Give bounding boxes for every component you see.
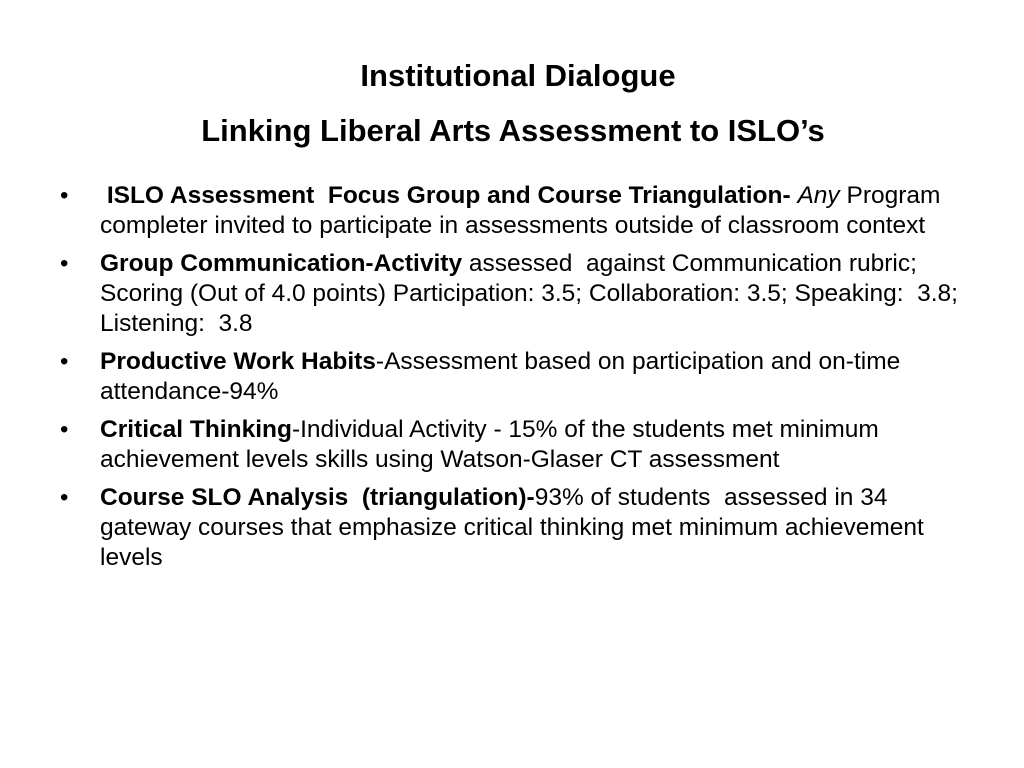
bullet-list: [60, 181, 980, 581]
bullet-text: Program completer invited to participate in assessments outside of classroom context: [100, 182, 941, 239]
bullet-item-productive-work-habits: [60, 347, 980, 407]
bullet-text: 93% of students assessed in 34 gateway courses that emphasize critical thinking met minimum achievement levels: [100, 484, 931, 571]
bullet-icon: •: [60, 182, 69, 209]
bullet-emphasis: Any: [797, 182, 840, 209]
bullet-heading: Course SLO Analysis (triangulation)-: [100, 484, 535, 511]
bullet-heading: Group Communication-Activity: [100, 250, 463, 277]
bullet-item-group-communication: [60, 249, 980, 339]
bullet-text: assessed against Communication rubric; Scoring (Out of 4.0 points) Participation: 3.5; Collaboration: 3.5; Speaking: 3.8; Listening: 3.8: [100, 250, 965, 337]
bullet-icon: •: [60, 484, 69, 511]
bullet-icon: •: [60, 250, 69, 277]
bullet-icon: •: [60, 416, 69, 443]
bullet-text: -Assessment based on participation and on-time attendance-94%: [100, 348, 901, 405]
bullet-heading: ISLO Assessment Focus Group and Course Triangulation-: [100, 182, 798, 209]
slide-title-line-1: Institutional Dialogue: [360, 58, 676, 93]
bullet-item-critical-thinking: [60, 415, 980, 475]
bullet-item-course-slo-analysis: [60, 483, 980, 573]
bullet-text: -Individual Activity - 15% of the students met minimum achievement levels skills using Watson-Glaser CT assessment: [100, 416, 879, 473]
bullet-heading: Critical Thinking: [100, 416, 292, 443]
slide-title-line-2: Linking Liberal Arts Assessment to ISLO’s: [201, 113, 825, 148]
bullet-heading: Productive Work Habits: [100, 348, 376, 375]
bullet-icon: •: [60, 348, 69, 375]
bullet-item-islo-assessment: [60, 181, 980, 241]
